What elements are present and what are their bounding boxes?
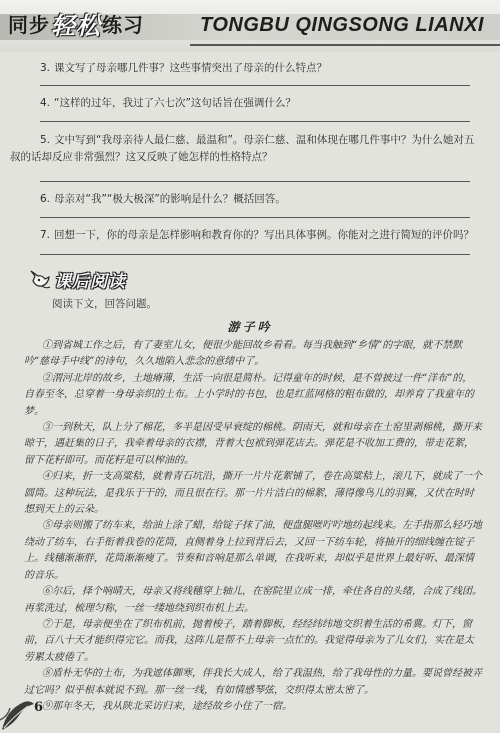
question-number: 7.: [40, 229, 51, 241]
header-underline: [190, 44, 500, 46]
question-number: 3.: [40, 62, 51, 74]
article-paragraph: ⑤母亲则搬了纺车来，给油上涂了蜡，给锭子抹了油，便盘腿咝咛咛地纺起线来。左手指那么轻巧地绕动了纺车，右手衔着我卷的花筒，直侧着身上拉到背后去，又回一下纺车轮，将抽开的细线缠在锭子上。线穗渐渐胖，花筒渐渐瘦了。节奏和音响是那么单调，在我听来，却似乎是世界上最好听、最深情的音乐。: [24, 520, 482, 581]
page-header: [0, 0, 500, 52]
article-body: [24, 338, 482, 715]
question-text: 课文写了母亲哪几件事？这些事情突出了母亲的什么特点？: [54, 62, 328, 74]
section-title: 课后阅读: [54, 271, 126, 292]
answer-line[interactable]: [40, 217, 470, 218]
answer-line[interactable]: [40, 181, 470, 182]
question-7: [40, 227, 480, 244]
header-title-post: 练习: [102, 12, 144, 37]
question-6: [40, 191, 460, 208]
header-title: [8, 6, 144, 40]
header-title-pre: 同步: [8, 12, 50, 37]
question-4: [40, 95, 460, 112]
question-number: 6.: [40, 193, 51, 205]
question-text: 文中写到“我母亲待人最仁慈、最温和”。母亲仁慈、温和体现在哪几件事中？为什么她对五叔的话却反应非常强烈？这又反映了她怎样的性格特点？: [10, 134, 475, 163]
answer-line[interactable]: [40, 85, 470, 86]
question-5: [10, 132, 482, 166]
question-text: “这样的过年，我过了六七次”这句话旨在强调什么？: [54, 97, 296, 109]
article-paragraph: ②渭河北岸的故乡，土地瘠薄，生活一向很是简朴。记得童年的时候，是不曾披过一件“洋布”的，自春至冬，总穿着一身母亲织的土布。上小学时的书包，也是红蓝网格的粗布做的，却养育了我童年的梦。: [24, 372, 474, 417]
article-paragraph: ⑧盾朴无华的土布，为我遮体御寒，伴我长大成人，给了我温热，给了我母性的力量。要说曾经被弄过它吗？似乎根本就说不到。那一丝一线，有如情感琴弦，交织得太密太密了。: [24, 668, 482, 696]
answer-line[interactable]: [40, 121, 470, 122]
leaf-decoration-icon: [0, 680, 36, 733]
article-paragraph: ⑦于是，母亲便坐在了织布机前，抛着梭子，踏着脚板，经经纬纬地交织着生活的希冀。灯下，窗前，百八十天才能织得完它。而我，这阵儿是帮不上母亲一点忙的。我觉得母亲为了儿女们，实在是太劳累太疲倦了。: [24, 618, 474, 663]
article-title: 游子吟: [227, 320, 273, 334]
section-header: [28, 267, 126, 291]
article-paragraph: ④归来，折一支高粱秸，就着青石坑沿，撕开一片片花絮铺了，卷在高粱秸上，滚几下，就成了一个圆筒。这种玩法，是我乐于干的，而且很在行。那一片片洁白的棉絮，薄得像鸟儿的羽翼，又伏在时时想到天上的云朵。: [24, 471, 482, 516]
header-pinyin: TONGBU QINGSONG LIANXI: [200, 14, 484, 36]
article-paragraph: ③一到秋天，队上分了棉花，多半是因受早衰绽的棉桃。阴雨天，就和母亲在土窑里剥棉桃，撕开来晾干，遇赶集的日子，我牵着母亲的衣襟，背着大包袱到弹花店去。弹花是不收加工费的，带走花絮，留下花籽即可。而花籽是可以榨油的。: [24, 422, 482, 466]
question-number: 4.: [40, 97, 51, 109]
article-paragraph: ①到省城工作之后，有了妻室儿女，便很少能回故乡看看。每当我触到“乡情”的字眼，就不禁默吟“慈母手中线”的诗句，久久地陷入悲念的意绪中了。: [24, 340, 463, 368]
question-number: 5.: [40, 134, 51, 146]
page-number: 6: [34, 700, 44, 715]
question-text: 母亲对“我”“极大极深”的影响是什么？概括回答。: [54, 193, 286, 205]
question-3: [40, 60, 460, 77]
question-text: 回想一下，你的母亲是怎样影响和教育你的？写出具体事例。你能对之进行简短的评价吗？: [54, 229, 475, 241]
answer-line[interactable]: [40, 254, 470, 255]
article-paragraph: ⑨那年冬天，我从陕北采访归来，途经故乡小住了一宿。: [42, 700, 292, 712]
fox-mascot-icon: [28, 267, 52, 291]
header-title-highlight: 轻松: [51, 10, 101, 40]
section-intro: 阅读下文，回答问题。: [52, 298, 157, 310]
article-paragraph: ⑥尔后，择个响晴天，母亲又将线穗穿上轴儿，在窑院里立成一排，牵住各自的头绪，合成了线团。再浆洗过，梳理匀称，一丝一缕地绕到织布机上去。: [24, 586, 482, 614]
